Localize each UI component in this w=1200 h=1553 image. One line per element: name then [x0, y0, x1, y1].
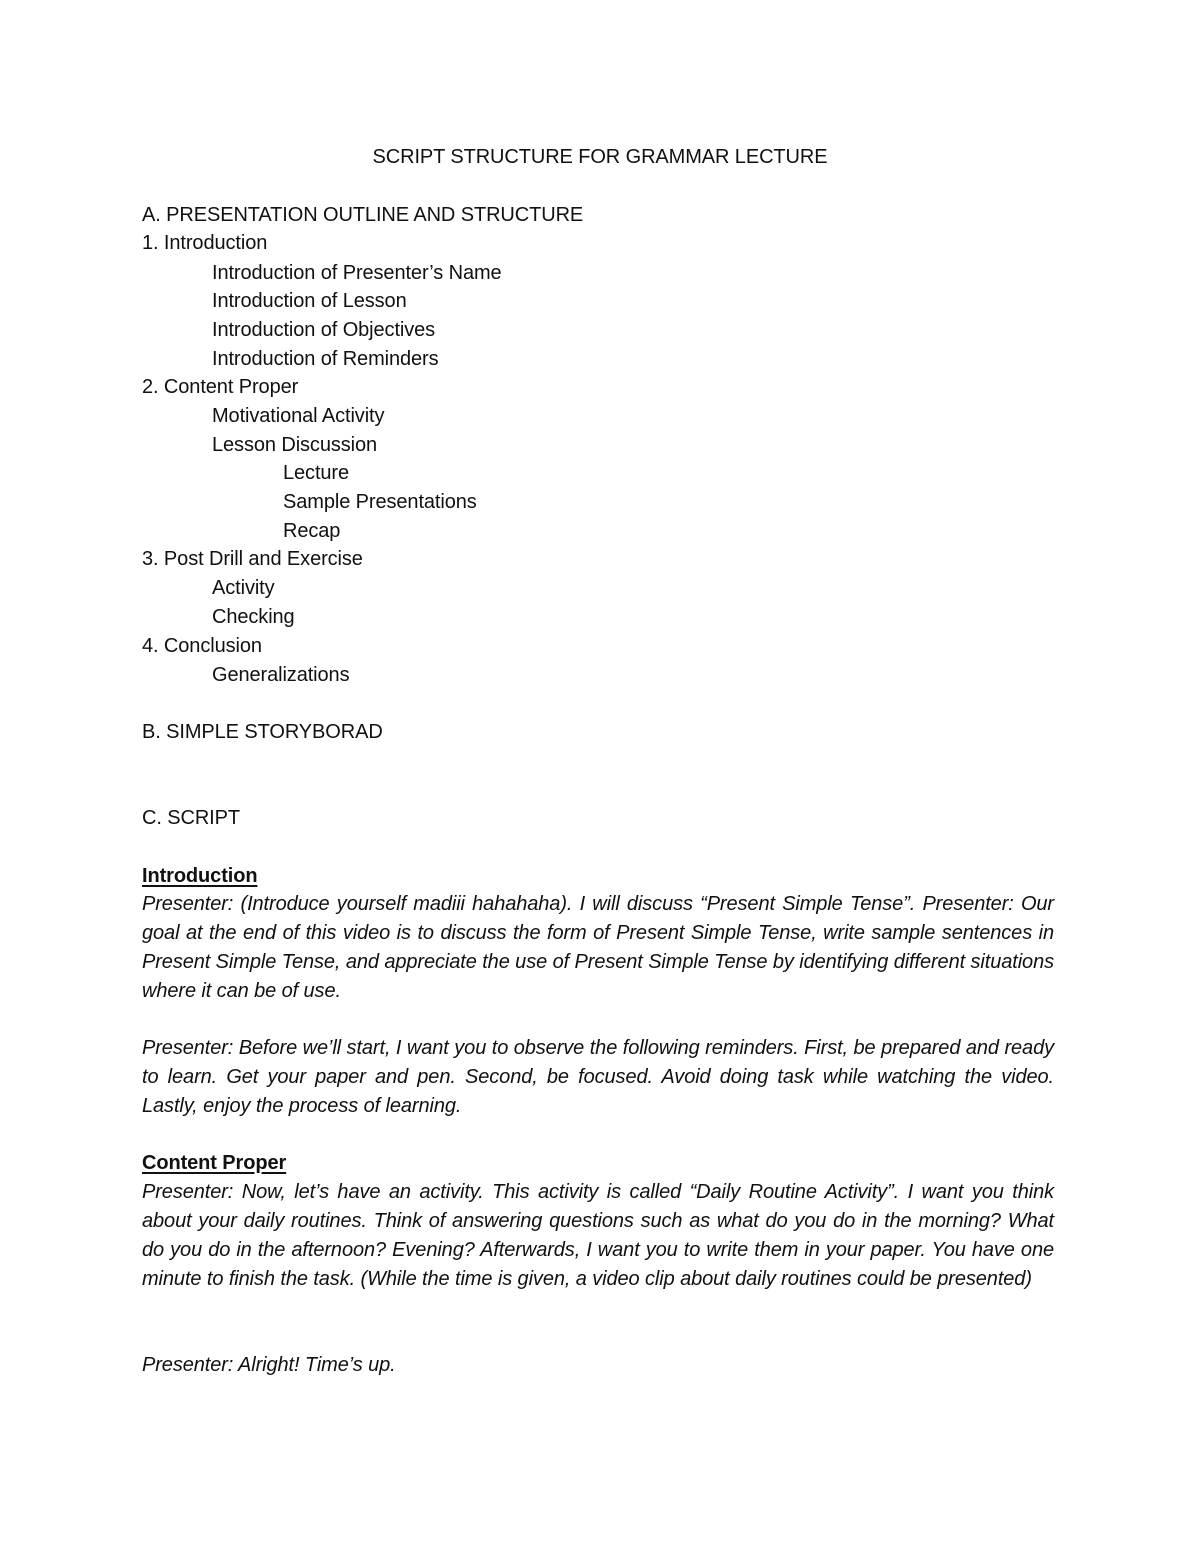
outline-content-proper: 2. Content Proper [142, 376, 299, 398]
script-paragraph: Presenter: Before we’ll start, I want you to observe the following reminders. First, be prepared and ready to learn. Get your paper and pen. Second, be focused. Avoid doing task while watching the video. Lastly, enjoy the process of learning. [142, 1037, 1054, 1117]
outline-item: Lesson Discussion [212, 434, 378, 456]
outline-subitem: Lecture [283, 462, 350, 484]
outline-item: Motivational Activity [212, 405, 385, 427]
outline-subitem: Recap [283, 520, 341, 542]
script-content-heading: Content Proper [142, 1152, 287, 1174]
section-c-heading: C. SCRIPT [142, 807, 240, 829]
outline-item: Generalizations [212, 664, 350, 686]
script-paragraph: Presenter: Alright! Time’s up. [142, 1354, 396, 1376]
script-paragraph: Presenter: Now, let’s have an activity. This activity is called “Daily Routine Activity”. I want you think about your daily routines. Think of answering questions such as what do you do in the morning? What do you do in the afternoon? Evening? Afterwards, I want you to write them in your paper. You have one minute to finish the task. (While the time is given, a video clip about daily routines could be presented) [142, 1181, 1054, 1290]
outline-item: Introduction of Objectives [212, 319, 436, 341]
outline-item: Introduction of Presenter’s Name [212, 262, 502, 284]
document-title: SCRIPT STRUCTURE FOR GRAMMAR LECTURE [372, 146, 828, 168]
outline-item: Checking [212, 606, 295, 628]
outline-post-drill: 3. Post Drill and Exercise [142, 548, 363, 570]
outline-conclusion: 4. Conclusion [142, 635, 262, 657]
script-paragraph: Presenter: (Introduce yourself madiii hahahaha). I will discuss “Present Simple Tense”. Presenter: Our goal at the end of this video is to discuss the form of Present Simple Tense, write sample sentences in Present Simple Tense, and appreciate the use of Present Simple Tense by identifying different situations where it can be of use. [142, 893, 1055, 1002]
outline-introduction: 1. Introduction [142, 232, 268, 254]
outline-item: Introduction of Lesson [212, 290, 407, 312]
script-introduction-heading: Introduction [142, 865, 258, 887]
outline-item: Introduction of Reminders [212, 348, 439, 370]
section-a-heading: A. PRESENTATION OUTLINE AND STRUCTURE [142, 204, 584, 226]
outline-subitem: Sample Presentations [283, 491, 477, 513]
section-b-heading: B. SIMPLE STORYBORAD [142, 721, 383, 743]
outline-item: Activity [212, 577, 275, 599]
